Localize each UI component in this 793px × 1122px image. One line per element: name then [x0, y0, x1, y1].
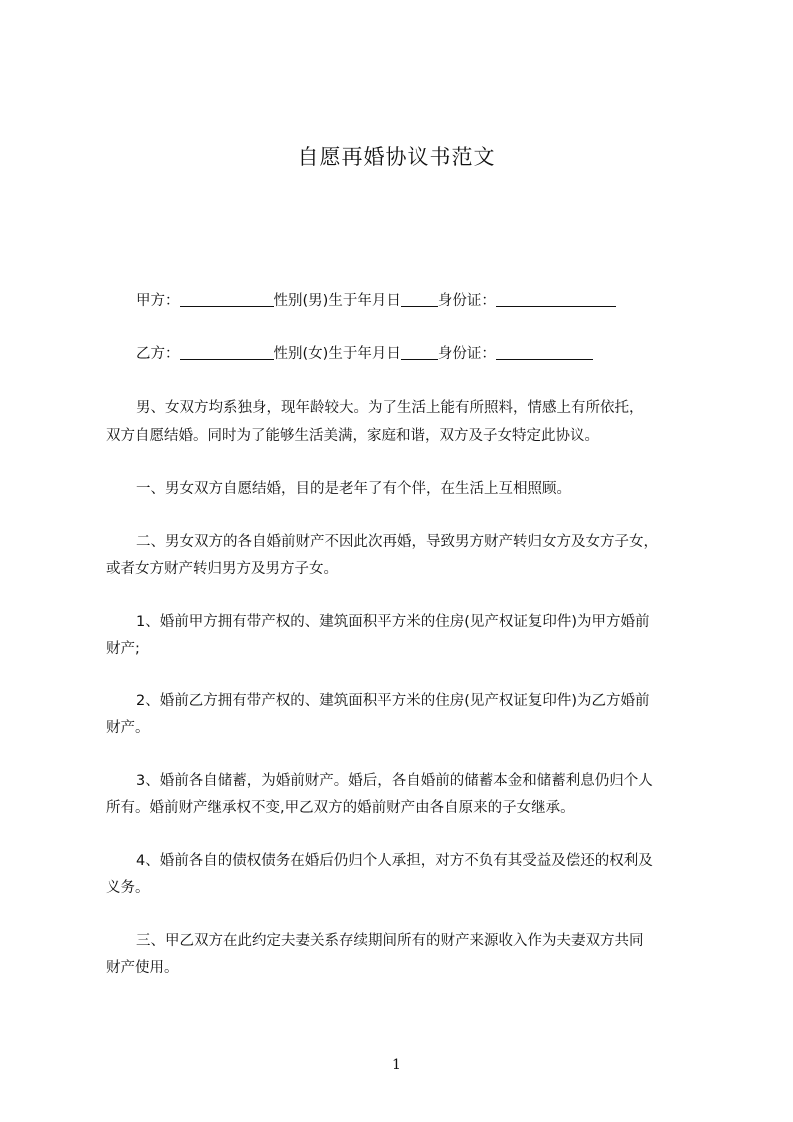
party-a-row — [136, 291, 616, 311]
party-b-row — [136, 344, 593, 364]
party-a-name-blank — [180, 291, 274, 307]
clause-3-line-2: 财产使用。 — [106, 960, 179, 976]
item-1-line-2: 财产; — [106, 641, 140, 657]
clause-2-line-1: 二、男女双方的各自婚前财产不因此次再婚，导致男方财产转归女方及女方子女， — [136, 534, 658, 550]
item-3-line-2: 所有。婚前财产继承权不变,甲乙双方的婚前财产由各自原来的子女继承。 — [106, 800, 575, 816]
item-1-line-1: 1、婚前甲方拥有带产权的、建筑面积平方米的住房(见产权证复印件)为甲方婚前 — [136, 614, 650, 630]
clause-2-line-2: 或者女方财产转归男方及男方子女。 — [106, 561, 338, 577]
item-3-line-1: 3、婚前各自储蓄，为婚前财产。婚后，各自婚前的储蓄本金和储蓄利息仍归个人 — [136, 773, 653, 789]
party-b-date-blank — [401, 344, 438, 360]
party-b-id-blank — [496, 344, 593, 360]
party-b-id-label: 身份证： — [437, 346, 496, 362]
intro-line-2: 双方自愿结婚。同时为了能够生活美满，家庭和谐，双方及子女特定此协议。 — [106, 428, 599, 444]
item-4-line-1: 4、婚前各自的债权债务在婚后仍归个人承担，对方不负有其受益及偿还的权利及 — [136, 853, 653, 869]
party-b-label: 乙方： — [136, 346, 180, 362]
party-a-date-blank — [401, 291, 438, 307]
clause-3-line-1: 三、甲乙双方在此约定夫妻关系存续期间所有的财产来源收入作为夫妻双方共同 — [136, 933, 644, 949]
party-b-name-blank — [180, 344, 274, 360]
clause-1-line-1: 一、男女双方自愿结婚，目的是老年了有个伴，在生活上互相照顾。 — [136, 481, 571, 497]
item-2-line-1: 2、婚前乙方拥有带产权的、建筑面积平方米的住房(见产权证复印件)为乙方婚前 — [136, 693, 650, 709]
intro-line-1: 男、女双方均系独身，现年龄较大。为了生活上能有所照料，情感上有所依托， — [136, 400, 644, 416]
party-a-id-blank — [496, 291, 616, 307]
page-number: 1 — [392, 1057, 401, 1073]
party-a-label: 甲方： — [136, 293, 180, 309]
document-title: 自愿再婚协议书范文 — [297, 145, 496, 169]
party-b-gender-birth: 性别(女)生于年月日 — [273, 346, 401, 362]
item-4-line-2: 义务。 — [106, 880, 150, 896]
item-2-line-2: 财产。 — [106, 720, 150, 736]
party-a-gender-birth: 性别(男)生于年月日 — [273, 293, 401, 309]
party-a-id-label: 身份证： — [437, 293, 496, 309]
